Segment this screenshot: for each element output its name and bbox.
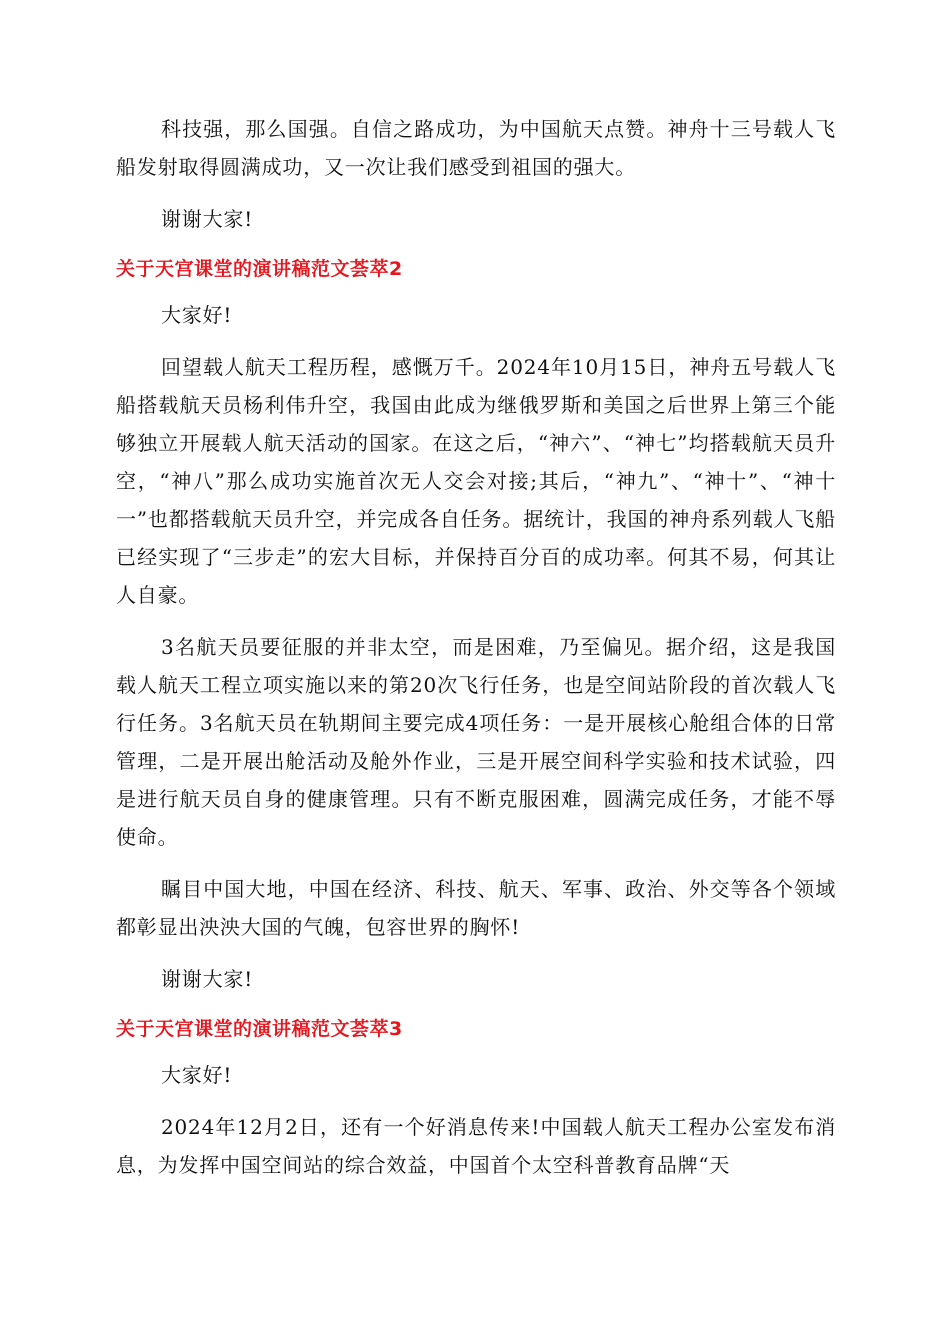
section-heading-2: 关于天宫课堂的演讲稿范文荟萃2 bbox=[116, 258, 403, 280]
paragraph-news: 2024年12月2日，还有一个好消息传来!中国载人航天工程办公室发布消息，为发挥中国空间站的综合效益，中国首个太空科普教育品牌“天 bbox=[116, 1115, 836, 1177]
paragraph-closing-remarks: 科技强，那么国强。自信之路成功，为中国航天点赞。神舟十三号载人飞船发射取得圆满成功，又一次让我们感受到祖国的强大。 bbox=[116, 117, 836, 179]
section-heading-3: 关于天宫课堂的演讲稿范文荟萃3 bbox=[116, 1018, 403, 1040]
paragraph-china: 瞩目中国大地，中国在经济、科技、航天、军事、政治、外交等各个领域都彰显出泱泱大国的气魄，包容世界的胸怀! bbox=[116, 877, 836, 939]
paragraph-greeting-2: 大家好! bbox=[161, 1063, 233, 1087]
paragraph-greeting: 大家好! bbox=[161, 303, 233, 327]
paragraph-thanks-2: 谢谢大家! bbox=[161, 967, 254, 991]
paragraph-thanks: 谢谢大家! bbox=[161, 207, 254, 231]
paragraph-astronauts: 3名航天员要征服的并非太空，而是困难，乃至偏见。据介绍，这是我国载人航天工程立项实施以来的第20次飞行任务，也是空间站阶段的首次载人飞行任务。3名航天员在轨期间主要完成4项任务：一是开展核心舱组合体的日常管理，二是开展出舱活动及舱外作业，三是开展空间科学实验和技术试验，四是进行航天员自身的健康管理。只有不断克服困难，圆满完成任务，才能不辱使命。 bbox=[116, 635, 836, 849]
document-body bbox=[116, 110, 836, 1198]
paragraph-history: 回望载人航天工程历程，感慨万千。2024年10月15日，神舟五号载人飞船搭载航天员杨利伟升空，我国由此成为继俄罗斯和美国之后世界上第三个能够独立开展载人航天活动的国家。在这之后，“神六”、“神七”均搭载航天员升空，“神八”那么成功实施首次无人交会对接;其后，“神九”、“神十”、“神十一”也都搭载航天员升空，并完成各自任务。据统计，我国的神舟系列载人飞船已经实现了“三步走”的宏大目标，并保持百分百的成功率。何其不易，何其让人自豪。 bbox=[116, 355, 836, 607]
